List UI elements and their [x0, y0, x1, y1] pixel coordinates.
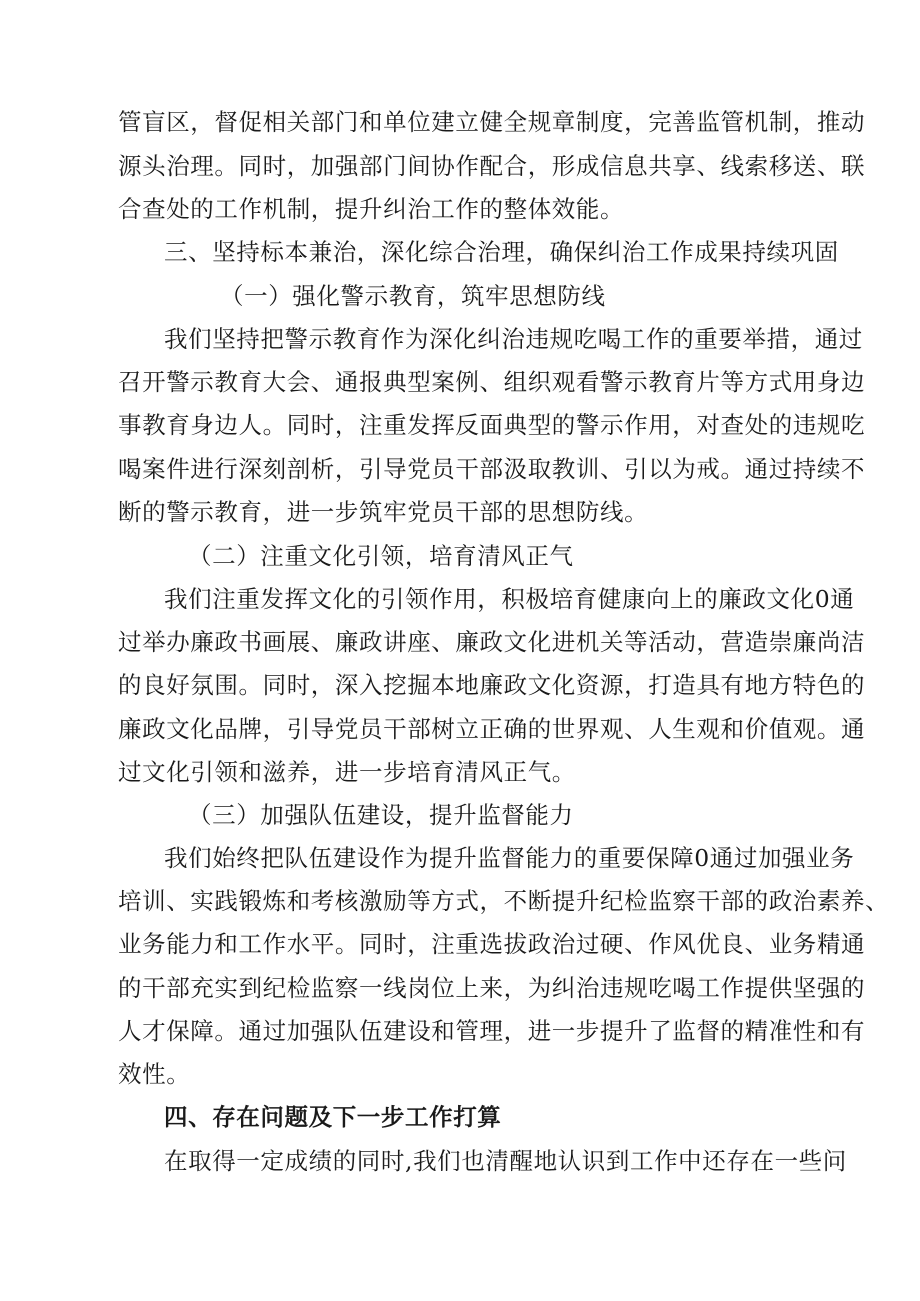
paragraph-line: 源头治理。同时，加强部门间协作配合，形成信息共享、线索移送、联 [118, 152, 866, 180]
paragraph-line: 过文化引领和滋养，进一步培育清风正气。 [118, 758, 576, 786]
paragraph-line: 我们坚持把警示教育作为深化纠治违规吃喝工作的重要举措，通过 [164, 325, 863, 353]
paragraph-line: 培训、实践锻炼和考核激励等方式，不断提升纪检监察干部的政治素养、 [118, 887, 890, 915]
paragraph-line: 我们始终把队伍建设作为提升监督能力的重要保障0通过加强业务 [164, 844, 855, 872]
paragraph-line: 喝案件进行深刻剖析，引导党员干部汲取教训、引以为戒。通过持续不 [118, 455, 866, 483]
paragraph-line: 过举办廉政书画展、廉政讲座、廉政文化进机关等活动，营造崇廉尚洁 [118, 628, 866, 656]
paragraph-line: 的良好氛围。同时，深入挖掘本地廉政文化资源，打造具有地方特色的 [118, 671, 866, 699]
paragraph-line: 断的警示教育，进一步筑牢党员干部的思想防线。 [118, 498, 649, 526]
paragraph-line: 合查处的工作机制，提升纠治工作的整体效能。 [118, 195, 625, 223]
paragraph-line: 廉政文化品牌，引导党员干部树立正确的世界观、人生观和价值观。通 [118, 715, 866, 743]
paragraph-line: 事教育身边人。同时，注重发挥反面典型的警示作用，对查处的违规吃 [118, 411, 866, 439]
paragraph-line: 召开警示教育大会、通报典型案例、组织观看警示教育片等方式用身边 [118, 368, 866, 396]
paragraph-line: 我们注重发挥文化的引领作用，积极培育健康向上的廉政文化0通 [164, 585, 855, 613]
paragraph-line: 在取得一定成绩的同时,我们也清醒地认识到工作中还存在一些问 [164, 1147, 847, 1175]
paragraph-line: 人才保障。通过加强队伍建设和管理，进一步提升了监督的精准性和有 [118, 1017, 866, 1045]
paragraph-line: 管盲区，督促相关部门和单位建立健全规章制度，完善监管机制，推动 [118, 108, 866, 136]
subsection-heading: （二）注重文化引领，培育清风正气 [188, 542, 574, 570]
subsection-heading: （三）加强队伍建设，提升监督能力 [188, 801, 574, 829]
subsection-heading: （一）强化警示教育，筑牢思想防线 [220, 282, 606, 310]
paragraph-line: 效性。 [118, 1060, 191, 1088]
section-heading: 四、存在问题及下一步工作打算 [164, 1103, 502, 1131]
section-heading: 三、坚持标本兼治，深化综合治理，确保纠治工作成果持续巩固 [164, 238, 839, 266]
paragraph-line: 业务能力和工作水平。同时，注重选拔政治过硬、作风优良、业务精通 [118, 930, 866, 958]
paragraph-line: 的干部充实到纪检监察一线岗位上来，为纠治违规吃喝工作提供坚强的 [118, 974, 866, 1002]
